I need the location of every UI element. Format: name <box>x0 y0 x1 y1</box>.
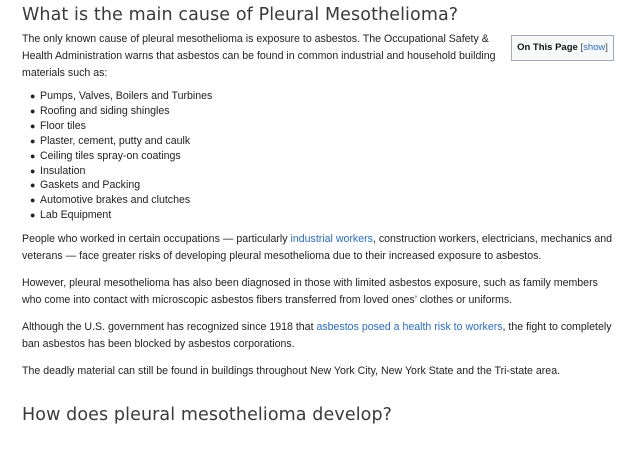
health-risk-link[interactable]: asbestos posed a health risk to workers <box>316 321 503 334</box>
industrial-workers-link[interactable]: industrial workers <box>290 233 373 246</box>
bullet-icon: ● <box>30 91 36 101</box>
bullet-icon: ● <box>30 165 36 176</box>
bullet-icon: ● <box>30 105 36 116</box>
list-item-text: Automotive brakes and clutches <box>40 194 191 207</box>
list-item <box>28 149 618 164</box>
bullet-icon: ● <box>30 180 36 191</box>
list-item-text: Insulation <box>40 164 86 177</box>
occupations-text-start: People who worked in certain occupations — particularly <box>22 233 291 246</box>
list-item <box>28 89 618 104</box>
bullet-icon: ● <box>30 120 36 131</box>
list-item-text: Roofing and siding shingles <box>40 104 170 117</box>
list-item <box>28 178 618 193</box>
bullet-icon: ● <box>30 210 36 221</box>
list-item-text: Pumps, Valves, Boilers and Turbines <box>40 90 213 102</box>
list-item <box>28 164 618 179</box>
list-item-text: Floor tiles <box>40 119 86 132</box>
occupations-paragraph <box>22 231 612 265</box>
government-paragraph <box>22 319 612 353</box>
toc-close-bracket: ] <box>605 42 608 53</box>
toc-show-toggle[interactable]: show <box>583 42 606 53</box>
list-item <box>28 134 618 149</box>
intro-paragraph: The only known cause of pleural mesothelioma is exposure to asbestos. The Occupational Safety & Health Administration warns that asbestos can be found in common industrial and household building materials such as: <box>22 33 496 79</box>
deadly-material-paragraph: The deadly material can still be found in buildings throughout New York City, New York State and the Tri-state area. <box>22 365 561 378</box>
list-item <box>28 208 618 223</box>
list-item-text: Lab Equipment <box>40 209 112 222</box>
section-heading-development: How does pleural mesothelioma develop? <box>22 405 393 426</box>
on-this-page-box <box>511 35 614 61</box>
list-item-text: Ceiling tiles spray-on coatings <box>40 149 181 162</box>
article-page <box>0 2 638 451</box>
bullet-icon: ● <box>30 195 36 206</box>
list-item-text: Gaskets and Packing <box>40 179 141 192</box>
bullet-icon: ● <box>30 135 36 146</box>
section-heading-main-cause: What is the main cause of Pleural Mesothelioma? <box>22 5 459 25</box>
toc-open-bracket: [ <box>580 42 584 53</box>
list-item <box>28 104 618 119</box>
list-item <box>28 119 618 134</box>
list-item <box>28 193 618 208</box>
occupations-text-end: , construction workers, electricians, mechanics and veterans — face greater risks of developing pleural mesothelioma due to their increased exposure to asbestos. <box>22 233 613 263</box>
bullet-icon: ● <box>30 150 36 161</box>
limited-exposure-paragraph: However, pleural mesothelioma has also been diagnosed in those with limited asbestos exposure, such as family members who come into contact with microscopic asbestos fibers transferred from loved ones’ clothes or uniforms. <box>22 277 598 307</box>
asbestos-materials-list <box>28 89 618 223</box>
toc-title: On This Page <box>517 42 578 53</box>
government-text-start: Although the U.S. government has recognized since 1918 that <box>22 321 317 334</box>
list-item-text: Plaster, cement, putty and caulk <box>40 134 191 147</box>
government-text-end: , the fight to completely ban asbestos has been blocked by asbestos corporations. <box>22 321 612 351</box>
